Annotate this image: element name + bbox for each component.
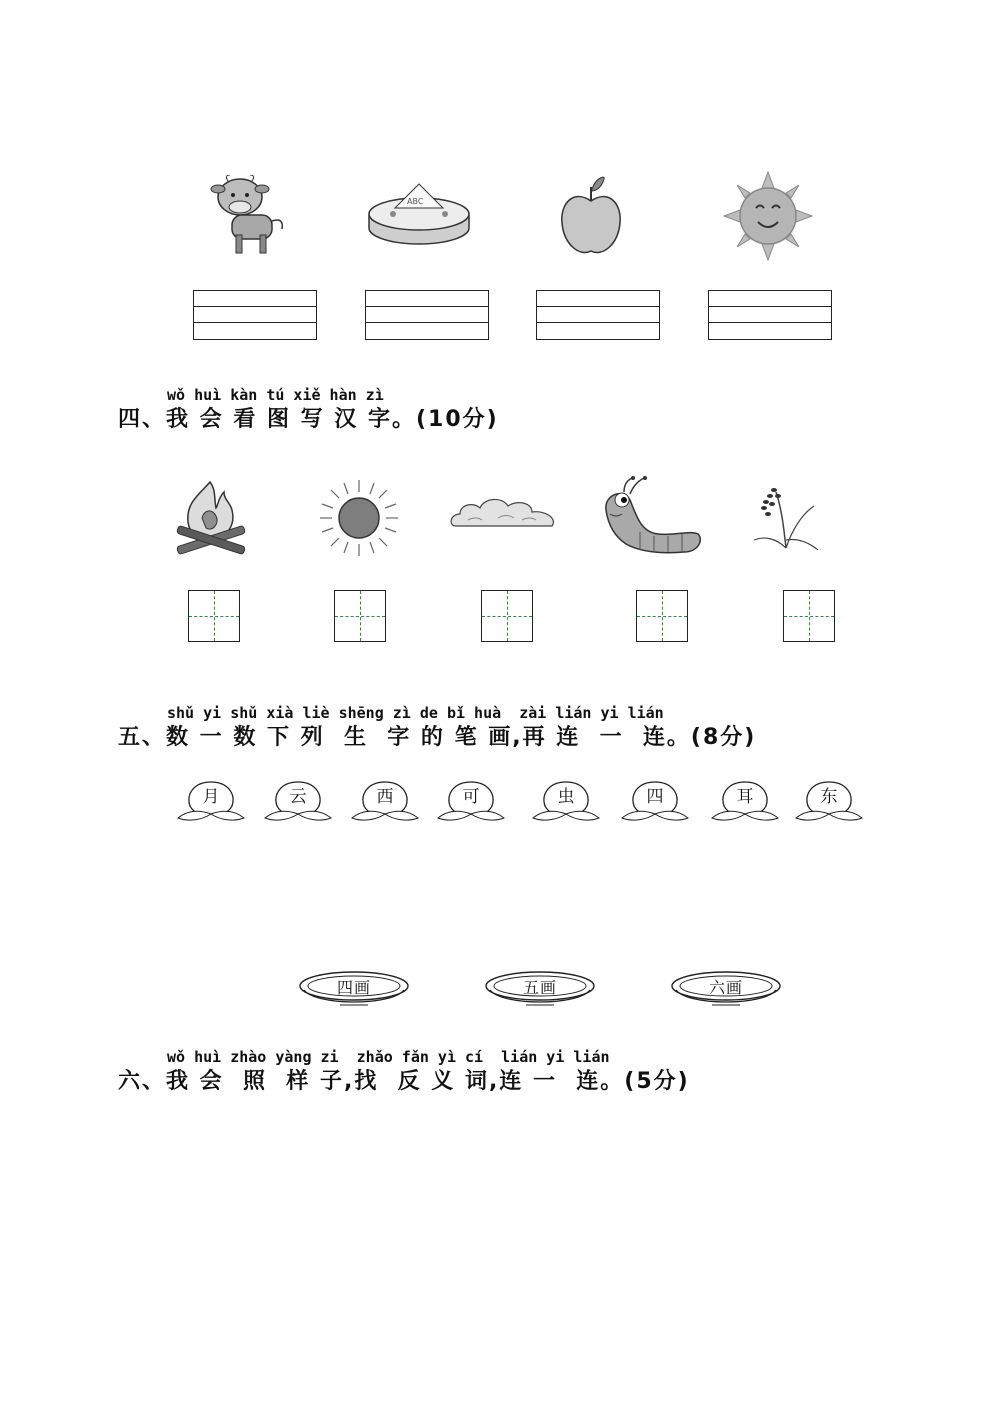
bowl-label: 四画: [336, 978, 371, 997]
section6-heading: 六、我 会 照 样 子,找 反 义 词,连 一 连。(5分): [118, 1069, 690, 1094]
peach-item[interactable]: [620, 780, 690, 824]
peach-character: 四: [646, 787, 664, 807]
writing-grid-3[interactable]: [481, 590, 533, 642]
peach-character: 虫: [557, 787, 575, 807]
rice-icon: [752, 480, 820, 550]
section6-pinyin: wǒ huì zhào yàng zi zhǎo fǎn yì cí lián yi lián: [167, 1048, 610, 1066]
peach-item[interactable]: [350, 780, 420, 824]
peach-item[interactable]: [710, 780, 780, 824]
bowl-label: 六画: [708, 978, 743, 997]
answer-lines-3[interactable]: [536, 290, 660, 340]
bowl-item[interactable]: [670, 970, 782, 1012]
writing-grid-1[interactable]: [188, 590, 240, 642]
peach-character: 西: [376, 787, 394, 807]
section4-heading: 四、我 会 看 图 写 汉 字。(10分): [118, 407, 499, 432]
apple-icon: [558, 175, 624, 259]
writing-grid-2[interactable]: [334, 590, 386, 642]
cake-icon: [365, 178, 473, 248]
cow-icon: [210, 175, 290, 257]
answer-lines-1[interactable]: [193, 290, 317, 340]
bowl-item[interactable]: [484, 970, 596, 1012]
peach-item[interactable]: [263, 780, 333, 824]
svg-text:ABC: ABC: [407, 197, 424, 206]
fire-icon: [172, 478, 250, 558]
peach-item[interactable]: [436, 780, 506, 824]
sun-rays-icon: [318, 478, 400, 558]
peach-character: 耳: [736, 787, 754, 807]
section5-heading: 五、数 一 数 下 列 生 字 的 笔 画,再 连 一 连。(8分): [118, 725, 757, 750]
answer-lines-2[interactable]: [365, 290, 489, 340]
answer-lines-4[interactable]: [708, 290, 832, 340]
writing-grid-5[interactable]: [783, 590, 835, 642]
cloud-icon: [448, 494, 560, 534]
peach-item[interactable]: [794, 780, 864, 824]
bowl-label: 五画: [522, 978, 557, 997]
peach-character: 东: [820, 787, 838, 807]
peach-character: 月: [202, 787, 220, 807]
peach-character: 云: [289, 787, 307, 807]
peach-item[interactable]: [531, 780, 601, 824]
worm-icon: [600, 474, 704, 556]
peach-character: 可: [462, 787, 480, 807]
section4-pinyin: wǒ huì kàn tú xiě hàn zì: [167, 386, 384, 404]
writing-grid-4[interactable]: [636, 590, 688, 642]
peach-item[interactable]: [176, 780, 246, 824]
sun-icon: [722, 170, 814, 262]
section5-pinyin: shǔ yi shǔ xià liè shēng zì de bǐ huà zài lián yi lián: [167, 704, 664, 722]
bowl-item[interactable]: [298, 970, 410, 1012]
